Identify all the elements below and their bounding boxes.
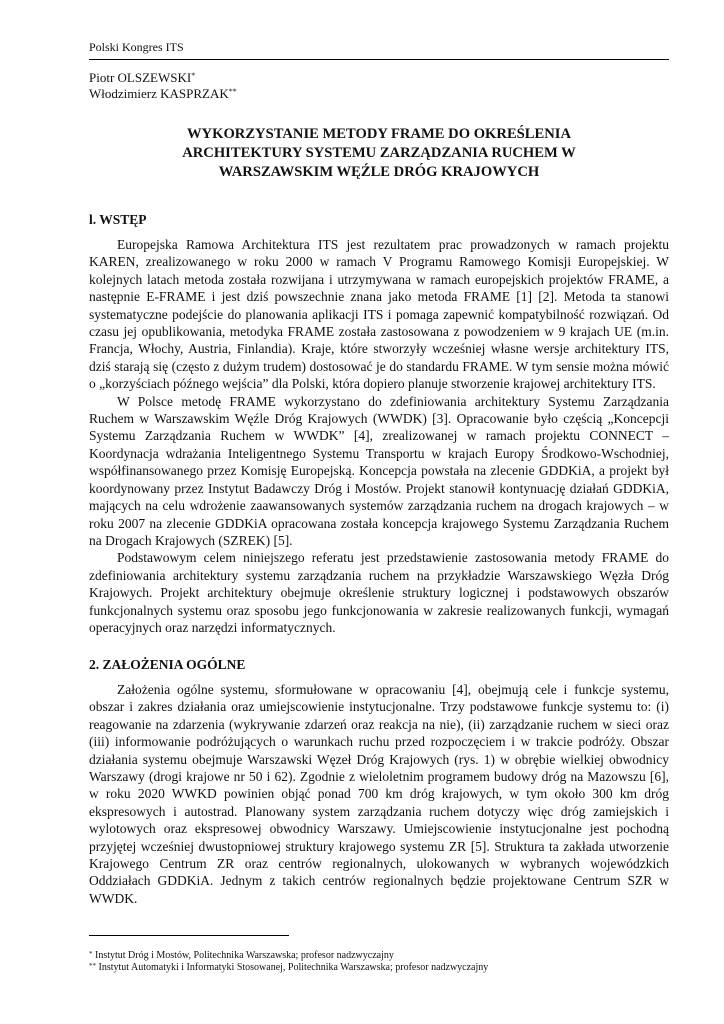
author-footnote-mark: ** — [228, 87, 237, 96]
footnote — [89, 962, 669, 974]
title-line: WYKORZYSTANIE METODY FRAME DO OKREŚLENIA — [186, 126, 572, 142]
paper-title — [89, 125, 669, 182]
author-name: Piotr OLSZEWSKI — [89, 70, 192, 85]
section-body-general-assumptions — [89, 681, 669, 907]
paragraph: Podstawowym celem niniejszego referatu jest przedstawienie zastosowania metody FRAME do zdefiniowania architektury systemu zarządzania ruchem na przykładzie Warszawskiego Węzła Dróg Krajowych. Projekt architektury obejmuje określenie struktury logicznej i podstawowych obszarów funkcjonalnych systemu oraz sposobu jego funkcjonowania w zakresie realizowanych funkcji, wymagań operacyjnych oraz narzędzi informatycznych. — [89, 550, 669, 635]
author-list — [89, 70, 237, 102]
title-line: ARCHITEKTURY SYSTEMU ZARZĄDZANIA RUCHEM W — [182, 145, 576, 161]
footnote-rule — [89, 935, 289, 936]
header-rule — [89, 59, 669, 60]
section-heading-general-assumptions: 2. ZAŁOŻENIA OGÓLNE — [89, 657, 246, 672]
footnote — [89, 950, 669, 962]
author-name: Włodzimierz KASPRZAK — [89, 86, 229, 101]
author-1 — [89, 70, 237, 86]
footnote-mark: * — [89, 950, 93, 958]
footnote-text: Instytut Automatyki i Informatyki Stosowanej, Politechnika Warszawska; profesor nadzwyczajny — [98, 962, 489, 973]
section-heading-introduction: l. WSTĘP — [89, 212, 147, 227]
footnotes — [89, 950, 669, 974]
paragraph: Europejska Ramowa Architektura ITS jest rezultatem prac prowadzonych w ramach projektu KAREN, zrealizowanego w roku 2000 w ramach V Programu Ramowego Komisji Europejskiej. W kolejnych latach metoda została rozwijana i utrzymywana w ramach europejskich projektów FRAME, a następnie E-FRAME i jest dziś powszechnie znana jako metoda FRAME [1] [2]. Metoda ta stanowi systematyczne podejście do planowania aplikacji ITS i pomaga zapewnić kompatybilność rozwiązań. Od czasu jej opublikowania, metodyka FRAME została zastosowana z powodzeniem w 9 krajach UE (m.in. Francja, Włochy, Austria, Finlandia). Kraje, które stworzyły wcześniej własne wersje architektury ITS, dziś starają się (często z dużym trudem) dostosować je do standardu FRAME. W tym sensie można mówić o „korzyściach późnego wejścia” dla Polski, która dopiero planuje stworzenie krajowej architektury ITS. — [89, 237, 669, 392]
section-body-introduction — [89, 236, 669, 636]
author-2 — [89, 86, 237, 102]
running-head: Polski Kongres ITS — [89, 40, 184, 54]
paragraph: W Polsce metodę FRAME wykorzystano do zdefiniowania architektury Systemu Zarządzania Ruchem w Warszawskim Węźle Dróg Krajowych (WWDK) [3]. Opracowanie było częścią „Koncepcji Systemu Zarządzania Ruchem w WWDK” [4], zrealizowanej w ramach projektu CONNECT – Koordynacja wdrażania Inteligentnego Systemu Transportu w krajach Europy Środkowo-Wschodniej, współfinansowanego przez Komisję Europejską. Koncepcja powstała na zlecenie GDDKiA, a projekt był koordynowany przez Instytut Badawczy Dróg i Mostów. Projekt stanowił kontynuację działań GDDKiA, mających na celu wdrożenie zaawansowanych systemów zarządzania ruchem na drogach krajowych – w roku 2007 na zlecenie GDDKiA opracowana została koncepcja krajowego Systemu Zarządzania Ruchem na Drogach Krajowych (SZREK) [5]. — [89, 393, 669, 548]
footnote-text: Instytut Dróg i Mostów, Politechnika Warszawska; profesor nadzwyczajny — [95, 950, 394, 961]
footnote-mark: ** — [89, 962, 96, 970]
paragraph: Założenia ogólne systemu, sformułowane w opracowaniu [4], obejmują cele i funkcje systemu, obszar i zakres działania oraz umiejscowienie instytucjonalne. Trzy podstawowe funkcje systemu to: (i) reagowanie na zdarzenia (wykrywanie zdarzeń oraz reakcja na nie), (ii) zarządzanie ruchem w sieci oraz (iii) informowanie podróżujących o warunkach ruchu przed rozpoczęciem i w trakcie podróży. Obszar działania systemu obejmuje Warszawski Węzeł Dróg Krajowych (rys. 1) w obrębie wielkiej obwodnicy Warszawy (drogi krajowe nr 50 i 62). Zgodnie z wieloletnim programem budowy dróg na Mazowszu [6], w roku 2020 WWKD powinien objąć ponad 700 km dróg krajowych, w tym około 300 km dróg ekspresowych i autostrad. Planowany system zarządzania ruchem dotyczy więc dróg zamiejskich i wylotowych oraz ekspresowej obwodnicy Warszawy. Umiejscowienie instytucjonalne jest pochodną przyjętej wcześniej dwustopniowej struktury krajowego systemu ZR [5]. Struktura ta zakłada utworzenie Krajowego Centrum ZR oraz centrów regionalnych, ulokowanych w wybranych wojewódzkich Oddziałach GDDKiA. Jednym z takich centrów regionalnych będzie projektowane Centrum SZR w WWDK. — [89, 682, 669, 906]
author-footnote-mark: * — [191, 71, 196, 80]
title-line: WARSZAWSKIM WĘŹLE DRÓG KRAJOWYCH — [218, 164, 540, 180]
